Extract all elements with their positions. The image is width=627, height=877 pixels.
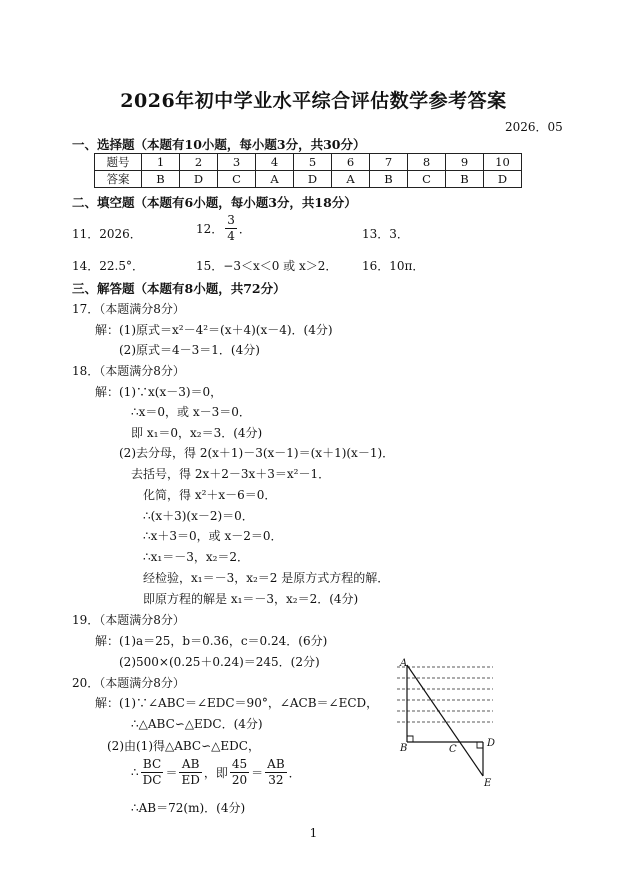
q18-line: 经检验，x₁＝－3，x₂＝2 是原方式方程的解．: [143, 571, 390, 585]
question-number: 5: [294, 154, 332, 171]
q18-line: 化简，得 x²＋x－6＝0．: [143, 488, 277, 502]
right-angle-b: [407, 736, 413, 742]
q18-line: 即原方程的解是 x₁＝－3，x₂＝2．(4分): [143, 592, 359, 606]
section-2-heading: 二、填空题（本题有6小题，每小题3分，共18分）: [72, 195, 357, 210]
right-angle-d: [477, 742, 483, 748]
q20-line: (2)由(1)得△ABC∽△EDC，: [107, 739, 260, 753]
q17-line: 解：(1)原式＝x²－4²＝(x＋4)(x－4)．(4分): [95, 323, 333, 337]
segment-ae: [407, 665, 483, 776]
q17-heading: 17．（本题满分8分）: [72, 302, 185, 316]
table-row-numbers: [95, 154, 522, 171]
q19-line: (2)500×(0.25＋0.24)＝245．(2分): [119, 655, 320, 669]
fraction-bc-dc: [141, 757, 164, 788]
q18-line: ∴(x＋3)(x－2)＝0．: [143, 509, 254, 523]
q20-line: ∴AB＝72(m)．(4分): [131, 801, 246, 815]
fraction-numerator: 3: [227, 213, 235, 227]
question-number: 10: [484, 154, 522, 171]
solid-lines: [407, 665, 483, 776]
q18-line: ∴x＝0，或 x－3＝0．: [131, 405, 251, 419]
fraction-45-20: [230, 757, 249, 788]
label-c: C: [449, 744, 457, 755]
fraction-ab-32: [265, 757, 286, 788]
question-number: 2: [180, 154, 218, 171]
q18-line: 解：(1)∵x(x－3)＝0，: [95, 385, 223, 399]
fraction-denominator: 4: [227, 229, 235, 243]
q18-line: ∴x＋3＝0，或 x－2＝0．: [143, 529, 283, 543]
answer-q11: 11．2026．: [72, 227, 142, 241]
question-number: 1: [142, 154, 180, 171]
q18-line: (2)去分母，得 2(x＋1)－3(x－1)＝(x＋1)(x－1)．: [119, 446, 395, 460]
question-number: 8: [408, 154, 446, 171]
q18-heading: 18．（本题满分8分）: [72, 364, 185, 378]
answer-q12: 12． $\frac{3}{4}$ ．: [196, 213, 251, 243]
q18-line: ∴x₁＝－3，x₂＝2．: [143, 550, 250, 564]
label-d: D: [487, 738, 496, 749]
q20-heading: 20．（本题满分8分）: [72, 676, 185, 690]
fraction-denominator: 20: [231, 773, 248, 787]
answer-cell: D: [294, 171, 332, 188]
answer-cell: D: [484, 171, 522, 188]
answer-q15: 15．−3＜x＜0 或 x＞2．: [196, 259, 338, 273]
q20-line: ∴△ABC∽△EDC．(4分): [131, 717, 263, 731]
fraction-numerator: 45: [231, 757, 248, 771]
fraction-numerator: AB: [267, 757, 285, 771]
period: ．: [288, 766, 301, 780]
therefore-symbol: ∴: [131, 765, 139, 780]
dashed-lines: [397, 667, 493, 722]
q12-fraction: [225, 213, 237, 244]
equals-sign: ＝: [165, 766, 178, 780]
answer-q14: 14．22.5°．: [72, 259, 144, 273]
geometry-figure: [385, 655, 505, 790]
label-a: A: [400, 658, 408, 669]
question-number: 3: [218, 154, 256, 171]
fraction-denominator: 32: [268, 773, 284, 787]
page-title: 2026年初中学业水平综合评估数学参考答案: [120, 90, 507, 112]
question-number: 9: [446, 154, 484, 171]
fraction-denominator: DC: [142, 773, 162, 787]
q19-heading: 19．（本题满分8分）: [72, 613, 185, 627]
question-number: 6: [332, 154, 370, 171]
fraction-numerator: BC: [141, 757, 164, 773]
answer-cell: A: [256, 171, 294, 188]
row-label-answer: 答案: [95, 171, 142, 188]
namely-text: ，即: [203, 766, 228, 780]
answer-cell: D: [180, 171, 218, 188]
q17-line: (2)原式＝4－3＝1．(4分): [119, 343, 260, 357]
answer-cell: B: [142, 171, 180, 188]
label-e: E: [484, 778, 492, 789]
page-number: 1: [309, 826, 318, 840]
q18-line: 去括号，得 2x＋2－3x＋3＝x²－1．: [131, 467, 331, 481]
section-3-heading: 三、解答题（本题有8小题，共72分）: [72, 281, 286, 296]
q20-line: 解：(1)∵∠ABC＝∠EDC＝90°，∠ACB＝∠ECD，: [95, 696, 379, 710]
label-b: B: [400, 743, 408, 754]
answer-cell: B: [370, 171, 408, 188]
question-number: 4: [256, 154, 294, 171]
answer-cell: C: [408, 171, 446, 188]
section-1-heading: 一、选择题（本题有10小题，每小题3分，共30分）: [72, 137, 366, 152]
fraction-numerator: AB: [179, 757, 201, 773]
q20-proportion: [131, 757, 301, 788]
question-number: 7: [370, 154, 408, 171]
answer-cell: C: [218, 171, 256, 188]
fraction-ab-ed: [179, 757, 201, 788]
row-label-question: 题号: [95, 154, 142, 171]
answer-cell: A: [332, 171, 370, 188]
document-date: 2026．05: [505, 120, 563, 134]
fraction-denominator: ED: [181, 773, 200, 787]
answer-q13: 13．3．: [362, 227, 409, 241]
table-row-answers: [95, 171, 522, 188]
q18-line: 即 x₁＝0，x₂＝3．(4分): [131, 426, 263, 440]
equals-sign: ＝: [251, 766, 264, 780]
q19-line: 解：(1)a＝25，b＝0.36，c＝0.24．(6分): [95, 634, 328, 648]
q12-label: 12．: [196, 222, 224, 236]
answer-cell: B: [446, 171, 484, 188]
answer-q16: 16．10π．: [362, 259, 425, 273]
answer-table: [94, 153, 522, 188]
